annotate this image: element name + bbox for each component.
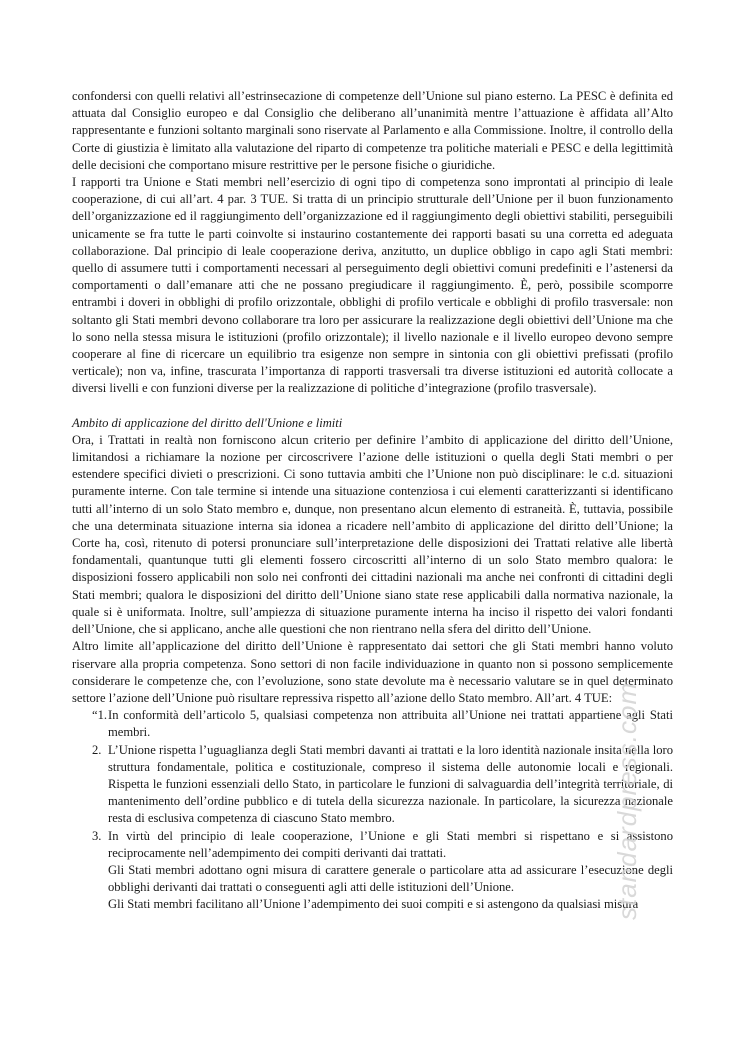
article-list: [72, 707, 673, 913]
body-paragraph: Ora, i Trattati in realtà non forniscono alcun criterio per definire l’ambito di applicazione del diritto dell’Unione, limitandosi a richiamare la nozione per circoscrivere l’azione delle istituzioni o quella degli Stati membri o per estendere specifici divieti o prescrizioni. Ci sono tuttavia ambiti che l’Unione non può disciplinare: le c.d. situazioni puramente interne. Con tale termine si intende una situazione contenziosa i cui elementi caratterizzanti si identificano tutti all’interno di un solo Stato membro e, dunque, non presentano alcun elemento di estraneità. È, tuttavia, possibile che una determinata situazione interna sia idonea a ricadere nell’ambito di applicazione del diritto dell’Unione; la Corte ha, così, ritenuto di potersi pronunciare sull’interpretazione delle disposizioni dei Trattati relative alle libertà fondamentali, quantunque tutti gli elementi fossero circoscritti all’interno di un solo Stato membro qualora: le disposizioni fossero applicabili non solo nei confronti dei cittadini nazionali ma anche nei confronti di cittadini degli Stati membri; qualora le disposizioni del diritto dell’Unione siano state rese applicabili dalla normativa nazionale, la quale si è uniformata. Inoltre, sull’ampiezza di situazione puramente interna ha inciso il rispetto dei valori fondanti dell’Unione, che si applicano, anche alle questioni che non rientrano nella sfera del diritto dell’Unione.: [72, 432, 673, 637]
article-text: L’Unione rispetta l’uguaglianza degli Stati membri davanti ai trattati e la loro identità nazionale insita nella loro struttura fondamentale, politica e costituzionale, compreso il sistema delle autonomie locali e regionali. Rispetta le funzioni essenziali dello Stato, in particolare le funzioni di salvaguardia dell’integrità territoriale, di mantenimento dell’ordine pubblico e di tutela della sicurezza nazionale. In particolare, la sicurezza nazionale resta di esclusiva competenza di ciascuno Stato membro.: [108, 742, 673, 826]
document-page: [72, 88, 673, 914]
article-subparagraph: Gli Stati membri adottano ogni misura di carattere generale o particolare atta ad assicurare l’esecuzione degli obblighi derivanti dai trattati o conseguenti agli atti delle istituzioni dell’Unione.: [108, 862, 673, 895]
body-paragraph: Altro limite all’applicazione del diritto dell’Unione è rappresentato dai settori che gli Stati membri hanno voluto riservare alla propria competenza. Sono settori di non facile individuazione in quanto non si possono semplicemente considerare le competenze che, con l’evoluzione, sono state devolute ma è necessario valutare se in quel determinato settore l’azione dell’Unione può risultare repressiva rispetto all’azione dello Stato membro. All’art. 4 TUE:: [72, 639, 673, 705]
article-text: In conformità dell’articolo 5, qualsiasi competenza non attribuita all’Unione nei trattati appartiene agli Stati membri.: [108, 708, 673, 740]
body-paragraph: confondersi con quelli relativi all’estrinsecazione di competenze dell’Unione sul piano esterno. La PESC è definita ed attuata dal Consiglio europeo e dal Consiglio che deliberano all’unanimità mentre l’attuazione è affidata all’Alto rappresentante e funzioni soltanto marginali sono riservate al Parlamento e alla Commissione. Inoltre, il controllo della Corte di giustizia è limitato alla valutazione del riparto di competenze tra politiche materiali e PESC e della legittimità delle decisioni che comportano misure restrittive per le persone fisiche o giuridiche.: [72, 89, 673, 172]
article-item: [92, 828, 673, 914]
article-item: [92, 742, 673, 828]
quoted-article: [72, 707, 673, 913]
article-subparagraph: Gli Stati membri facilitano all’Unione l’adempimento dei suoi compiti e si astengono da qualsiasi misura: [108, 897, 639, 912]
article-number: 3.: [92, 828, 102, 843]
article-text: In virtù del principio di leale cooperazione, l’Unione e gli Stati membri si rispettano e si assistono reciprocamente nell’adempimento dei compiti derivanti dai trattati.: [108, 828, 673, 860]
watermark-text: standardpress.com: [612, 681, 642, 920]
article-number: 2.: [92, 742, 102, 757]
opening-quote: “: [92, 708, 98, 723]
section-heading: Ambito di applicazione del diritto dell'Unione e limiti: [72, 415, 343, 430]
body-paragraph: I rapporti tra Unione e Stati membri nell’esercizio di ogni tipo di competenza sono improntati al principio di leale cooperazione, di cui all’art. 4 par. 3 TUE. Si tratta di un principio strutturale dell’Unione per il buon funzionamento dell’organizzazione ed il raggiungimento dell’organizzazione ed il raggiungimento degli obiettivi stabiliti, perseguibili unicamente se fra tutte le parti coinvolte si instaurino costantemente dei rapporti basati su una corretta ed adeguata collaborazione. Dal principio di leale cooperazione deriva, anzitutto, un duplice obbligo in capo agli Stati membri: quello di assumere tutti i comportamenti necessari al perseguimento degli obiettivi comuni predefiniti e l’astenersi da comportamenti o dall’emanare atti che ne possano pregiudicare il raggiungimento. È, però, possibile scomporre entrambi i doveri in obblighi di profilo orizzontale, obblighi di profilo verticale e obblighi di profilo trasversale: non soltanto gli Stati membri devono collaborare tra loro per assicurare la realizzazione degli obiettivi dell’Unione ma che lo sono nella stessa misura le istituzioni (profilo orizzontale); il livello nazionale e il livello europeo devono sempre cooperare al fine di ricercare un equilibrio tra esigenze non sempre in sintonia con gli obiettivi prefissati (profilo verticale); non va, infine, trascurata l’importanza di rapporti trasversali tra diverse istituzioni ed autorità collocate a diversi livelli e con funzioni diverse per la realizzazione di politiche d’integrazione (profilo trasversale).: [72, 175, 673, 396]
article-item: [92, 707, 673, 741]
article-number-label: 1.: [97, 708, 108, 723]
article-number: [92, 707, 107, 724]
